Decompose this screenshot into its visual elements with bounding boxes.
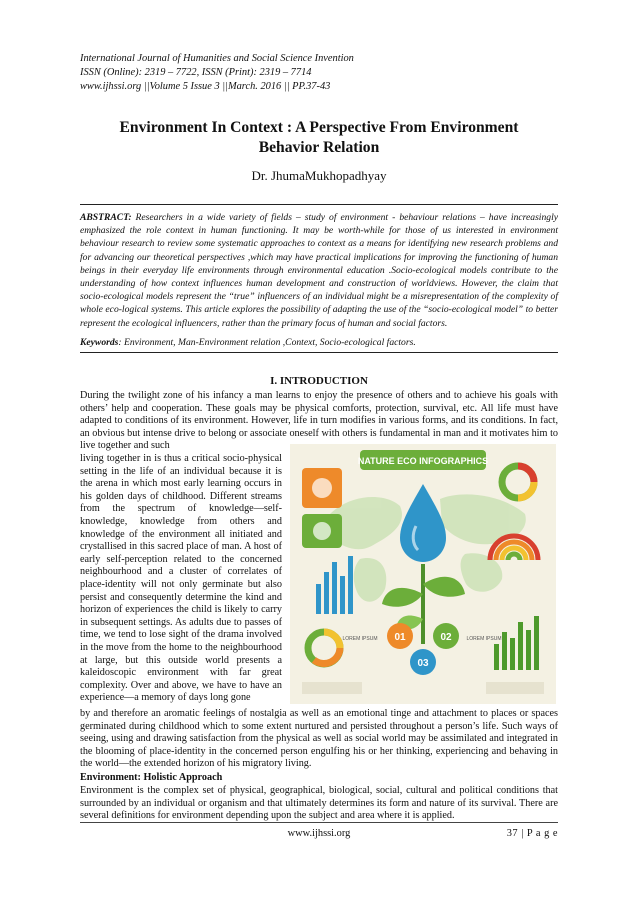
infographic-banner: NATURE ECO INFOGRAPHICS	[357, 456, 489, 466]
abstract-text: Researchers in a wide variety of fields – study of environment - behaviour relations – have increasingly emphasized the role context in human functioning. It may be worth-while for those of us interested in environment behaviour research to review some systematic approaches to context as a means for identifying new research problems and for advancing our theoretical perspectives ,which may have practical implications for improving the functioning of human beings in their everyday life environments through environmental education .Socio-ecological models contribute to the understanding of how context influences human development and construction of worldviews. However, the claim that socio-ecological models represent the “true” influencers of an individual might be a misrepresentation of the complexity of whole eco-logical systems. This article explores the possibility of adapting the use of the “socio-ecological model” to better represent the ecological influencers, rather than the primary focus of human and social factors.	[80, 212, 558, 329]
number-02: 02	[440, 632, 452, 643]
journal-issn: ISSN (Online): 2319 – 7722, ISSN (Print): 2319 – 7714	[80, 67, 312, 78]
abstract-label: ABSTRACT:	[80, 212, 132, 223]
abstract	[80, 211, 558, 330]
label-right: LOREM IPSUM	[466, 636, 502, 642]
intro-paragraph: During the twilight zone of his infancy a man learns to enjoy the presence of others and to achieve his goals with others’ help and cooperation. These goals may be physical comforts, protection, survival, etc. All life must have adapted to conditions of its environment. However, life in turn modifies in various forms, and its conditions. In fact, an obvious but intense drive to belong or associate oneself with others is fundamental in man and it motivates him to live together and such	[80, 390, 558, 452]
abstract-top-rule	[80, 204, 558, 205]
journal-volume: www.ijhssi.org ||Volume 5 Issue 3 ||March. 2016 || PP.37-43	[80, 81, 331, 92]
number-01: 01	[394, 632, 406, 643]
journal-header	[80, 52, 580, 94]
author-name: Dr. JhumaMukhopadhyay	[251, 168, 387, 183]
intro-continued-paragraph: by and therefore an aromatic feelings of nostalgia as well as an emotional tinge and attachment to places or spaces germinated during childhood which to some extent nurtured and persisted throughout a person’s life. Such ways of seeing, using and drawing satisfaction from the physical as well as social world may be assimilated and integrated in the blooming of place-identity in the concerned person engulfing his or her thinking, experiencing and behaving in the world—the extended horizon of his migratory living.	[80, 708, 558, 770]
journal-name: International Journal of Humanities and Social Science Invention	[80, 53, 354, 64]
subsection-heading: Environment: Holistic Approach	[80, 772, 223, 783]
footer-url: www.ijhssi.org	[287, 828, 351, 839]
eco-infographic-figure	[290, 444, 556, 704]
keywords-label: Keywords	[80, 337, 119, 348]
keywords	[80, 336, 558, 349]
footer-rule	[80, 822, 558, 823]
intro-column-text: living together in is thus a critical socio-physical setting in the life of an individual because it is the arena in which most early learning occurs in his golden days of childhood. Different streams from the spectrum of knowledge—self-knowledge, knowledge from others and knowledge of the environment all initiated and crystallised in this sacred place of man. A host of early self-perception related to the concerned neighbourhood and a cluster of correlates of place-identity will not only germinate but also persist and consequently determine the kind and horizon of experiences the child is likely to carry in subsequent settings. As adults due to passes of time, we tend to lose sight of the drama involved in the move from the home to the neighbourhood at large, but this outside world presents a kaleidoscopic environment with far great complexity. Over and above, we have to have an experience—a memory of days long gone	[80, 453, 282, 704]
section-heading: I. INTRODUCTION	[270, 375, 368, 387]
paper-title	[60, 118, 578, 158]
footer-page-number: 37 | P a g e	[506, 828, 558, 839]
abstract-bottom-rule	[80, 352, 558, 353]
subsection-paragraph: Environment is the complex set of physical, geographical, biological, social, cultural and political conditions that surrounded by an individual or organism and that ultimately determines its form and nature of its survival. There are several definitions for environment depending upon the subject and area where it is applied.	[80, 785, 558, 822]
number-03: 03	[417, 658, 429, 669]
label-left: LOREM IPSUM	[342, 636, 378, 642]
paper-title-line2: Behavior Relation	[258, 139, 380, 156]
infographic-illustration	[290, 444, 556, 704]
keywords-text: : Environment, Man-Environment relation ,Context, Socio-ecological factors.	[118, 337, 416, 348]
paper-title-line1: Environment In Context : A Perspective From Environment	[119, 119, 519, 136]
